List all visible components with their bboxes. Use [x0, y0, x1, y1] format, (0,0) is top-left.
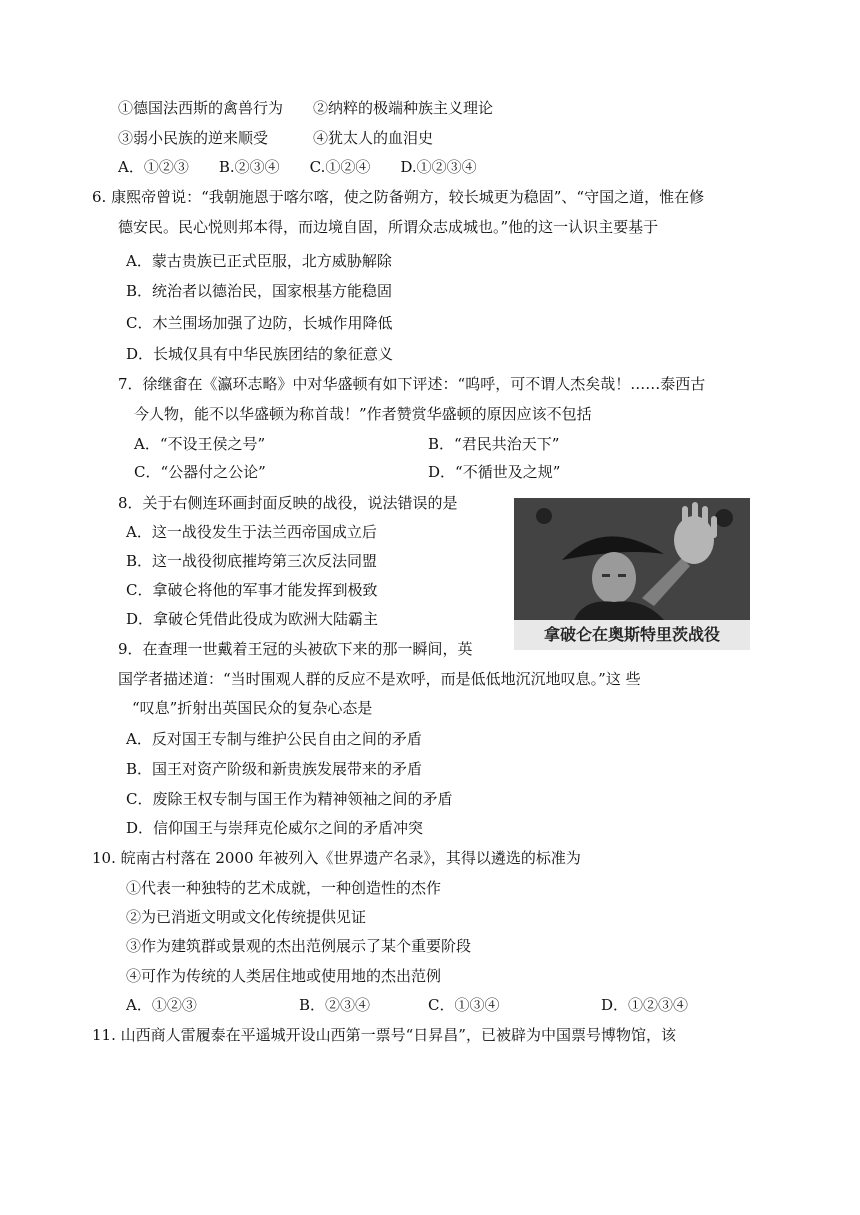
q8-option-d: D．拿破仑凭借此役成为欧洲大陆霸主 [126, 610, 379, 628]
q8-option-b: B．这一战役彻底摧垮第三次反法同盟 [126, 552, 378, 570]
q5-choices: A．①②③ B.②③④ C.①②④ D.①②③④ [118, 158, 477, 176]
q10-criterion-1: ①代表一种独特的艺术成就，一种创造性的杰作 [126, 879, 442, 897]
q7-option-c: C．“公器付之公论” [134, 463, 266, 481]
q10-criterion-4: ④可作为传统的人类居住地或使用地的杰出范例 [126, 967, 442, 985]
q6-option-c: C．木兰围场加强了边防，长城作用降低 [126, 314, 393, 332]
q10-choice-d: D．①②③④ [601, 996, 689, 1014]
q9-stem-line3: “叹息”折射出英国民众的复杂心态是 [132, 699, 373, 717]
q7-option-b: B．“君民共治天下” [428, 435, 560, 453]
q7-stem-line2: 今人物，能不以华盛顿为称首哉！”作者赞赏华盛顿的原因应该不包括 [134, 405, 592, 423]
q10-choice-c: C．①③④ [428, 996, 500, 1014]
q9-option-c: C．废除王权专制与国王作为精神领袖之间的矛盾 [126, 790, 453, 808]
q8-option-a: A．这一战役发生于法兰西帝国成立后 [126, 523, 377, 541]
q8-stem: 8．关于右侧连环画封面反映的战役，说法错误的是 [118, 494, 458, 512]
q7-option-a: A．“不设王侯之号” [134, 435, 266, 453]
q6-stem-line1: 6. 康熙帝曾说：“我朝施恩于喀尔喀，使之防备朔方，较长城更为稳固”、“守国之道，惟在修 [92, 188, 705, 206]
q9-option-d: D．信仰国王与崇拜克伦威尔之间的矛盾冲突 [126, 819, 424, 837]
q9-option-b: B．国王对资产阶级和新贵族发展带来的矛盾 [126, 760, 423, 778]
q10-choice-a: A．①②③ [126, 996, 197, 1014]
q9-stem-line2: 国学者描述道：“当时围观人群的反应不是欢呼，而是低低地沉沉地叹息。”这 些 [118, 670, 641, 688]
q6-option-a: A．蒙古贵族已正式臣服，北方威胁解除 [126, 252, 392, 270]
q5-option-line1: ①德国法西斯的禽兽行为 ②纳粹的极端种族主义理论 [118, 99, 494, 117]
q7-option-d: D．“不循世及之规” [428, 463, 561, 481]
q7-stem-line1: 7．徐继畬在《瀛环志略》中对华盛顿有如下评述：“呜呼，可不谓人杰矣哉！……泰西古 [118, 375, 706, 393]
comic-cover-caption: 拿破仑在奥斯特里茨战役 [514, 620, 750, 650]
q5-option-line2: ③弱小民族的逆来顺受 ④犹太人的血泪史 [118, 129, 434, 147]
q10-criterion-3: ③作为建筑群或景观的杰出范例展示了某个重要阶段 [126, 937, 472, 955]
comic-cover-image [514, 498, 750, 650]
q6-stem-line2: 德安民。民心悦则邦本得，而边境自固，所谓众志成城也。”他的这一认识主要基于 [118, 218, 659, 236]
q9-option-a: A．反对国王专制与维护公民自由之间的矛盾 [126, 730, 422, 748]
q11-stem-line1: 11. 山西商人雷履泰在平遥城开设山西第一票号“日昇昌”，已被辟为中国票号博物馆，该 [92, 1026, 676, 1044]
q9-stem-line1: 9．在查理一世戴着王冠的头被砍下来的那一瞬间，英 [118, 640, 473, 658]
q6-option-d: D．长城仅具有中华民族团结的象征意义 [126, 345, 394, 363]
q10-stem: 10. 皖南古村落在 2000 年被列入《世界遗产名录》，其得以遴选的标准为 [92, 849, 581, 867]
q6-option-b: B．统治者以德治民，国家根基方能稳固 [126, 282, 393, 300]
q10-criterion-2: ②为已消逝文明或文化传统提供见证 [126, 908, 367, 926]
q10-choice-b: B．②③④ [299, 996, 371, 1014]
napoleon-illustration [514, 498, 750, 620]
q8-option-c: C．拿破仑将他的军事才能发挥到极致 [126, 581, 378, 599]
